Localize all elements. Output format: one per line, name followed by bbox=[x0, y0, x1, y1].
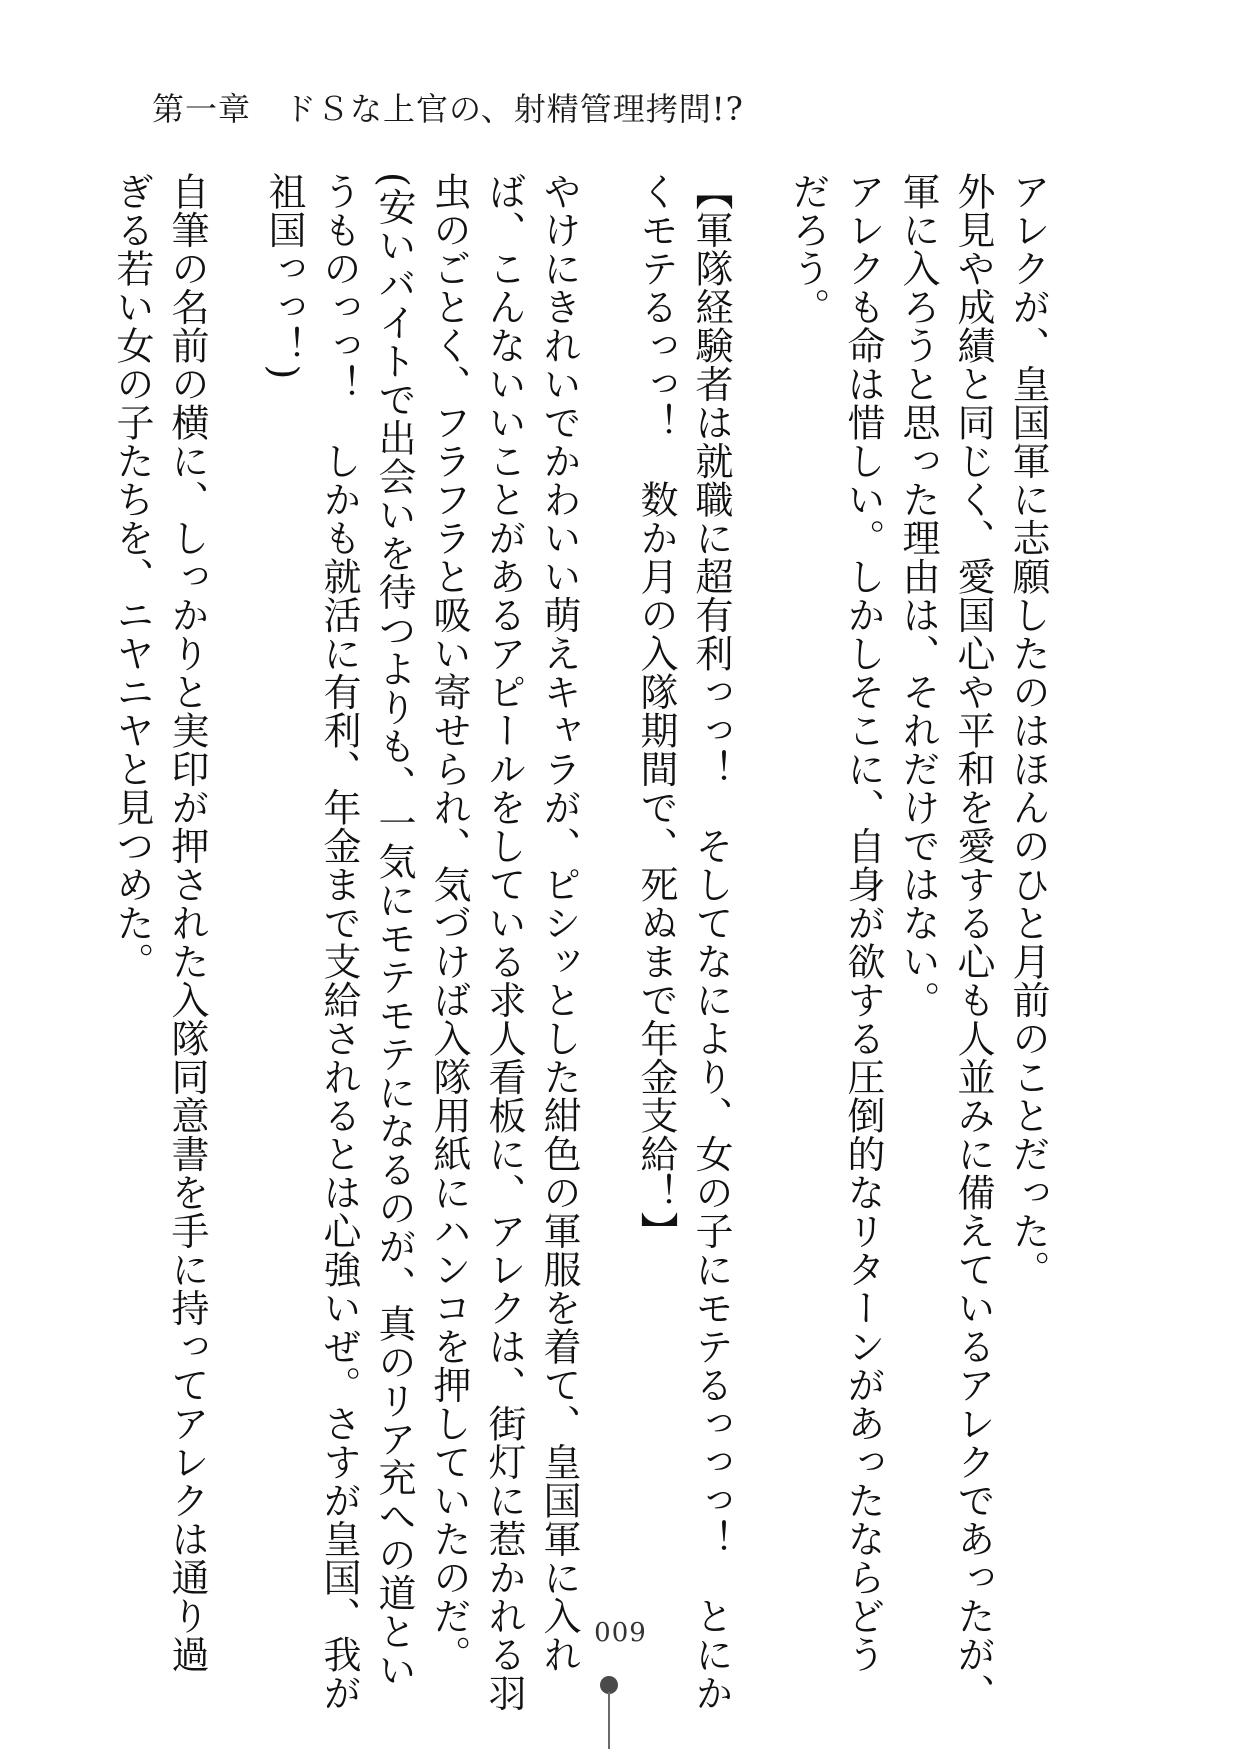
paragraph-gap bbox=[214, 172, 256, 1612]
ornament-line bbox=[608, 1692, 610, 1749]
text-line: 軍に入ろうと思った理由は、それだけではない。 bbox=[896, 172, 940, 1019]
text-line: くモテるっっ！ 数か月の入隊期間で、死ぬまで年金支給！】 bbox=[634, 172, 678, 1250]
text-line: 自筆の名前の横に、しっかりと実印が押された入隊同意書を手に持ってアレクは通り過 bbox=[165, 172, 209, 1674]
page-number: 009 bbox=[594, 1618, 647, 1648]
text-line: 【軍隊経験者は就職に超有利っっ！ そしてなにより、女の子にモテるっっっ！ とにか bbox=[689, 172, 733, 1712]
text-line: 外見や成績と同じく、愛国心や平和を愛する心も人並みに備えているアレクであったが、 bbox=[951, 172, 995, 1712]
text-line: やけにきれいでかわいい萌えキャラが、ピシッとした紺色の軍服を着て、皇国軍に入れ bbox=[537, 172, 581, 1674]
paragraph-gap bbox=[586, 172, 628, 1612]
text-line: 祖国っっ！) bbox=[262, 172, 306, 380]
running-header: 第一章 ドＳな上官の、射精管理拷問!? bbox=[152, 90, 744, 128]
text-line: 虫のごとく、フラフラと吸い寄せられ、気づけば入隊用紙にハンコを押していたのだ。 bbox=[427, 172, 471, 1674]
text-line: うものっっ！ しかも就活に有利、年金まで支給されるとは心強いぜ。さすが皇国、我が bbox=[317, 172, 361, 1712]
text-line: ば、こんないいことがあるアピールをしている求人看板に、アレクは、街灯に惹かれる羽 bbox=[482, 172, 526, 1712]
text-line: (安いバイトで出会いを待つよりも、一気にモテモテになるのが、真のリア充への道とい bbox=[372, 172, 416, 1689]
text-line: アレクも命は惜しい。しかしそこに、自身が欲する圧倒的なリターンがあったならどう bbox=[841, 172, 885, 1674]
text-line: ぎる若い女の子たちを、ニヤニヤと見つめた。 bbox=[110, 172, 154, 981]
text-line: アレクが、皇国軍に志願したのはほんのひと月前のことだった。 bbox=[1006, 172, 1050, 1289]
text-line: だろう。 bbox=[786, 172, 830, 326]
paragraph-gap bbox=[738, 172, 780, 1612]
page-ornament bbox=[600, 1676, 620, 1749]
